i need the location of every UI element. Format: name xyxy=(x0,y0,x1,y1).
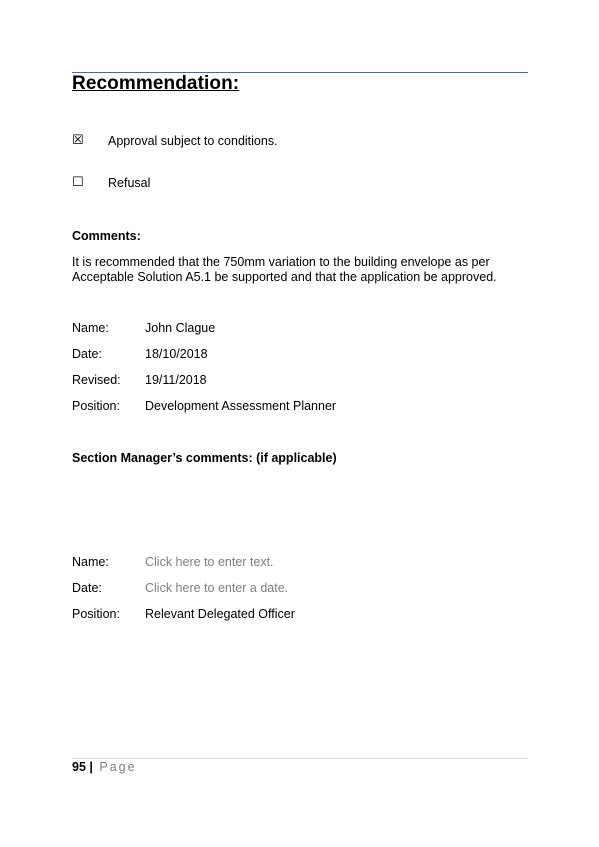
comments-body xyxy=(72,255,512,284)
officer-date-value: 18/10/2018 xyxy=(145,347,208,361)
manager-position-label: Position: xyxy=(72,607,120,621)
officer-revised-value: 19/11/2018 xyxy=(145,373,207,387)
officer-name-value: John Clague xyxy=(145,321,216,335)
page-number: 95 xyxy=(72,760,86,774)
option-refusal-label: Refusal xyxy=(108,176,151,190)
manager-name-label: Name: xyxy=(72,555,109,569)
footer-rule xyxy=(72,758,528,759)
officer-date-label: Date: xyxy=(72,347,102,361)
footer-separator: | xyxy=(89,760,93,774)
manager-date-field[interactable]: Click here to enter a date. xyxy=(145,581,289,595)
manager-date-label: Date: xyxy=(72,581,102,595)
page-footer xyxy=(72,760,137,774)
checked-box-icon[interactable]: ☒ xyxy=(72,133,84,148)
recommendation-heading: Recommendation: xyxy=(72,73,240,94)
comments-line-1: It is recommended that the 750mm variation to the building envelope as per xyxy=(72,255,490,269)
officer-position-label: Position: xyxy=(72,399,120,413)
comments-heading: Comments: xyxy=(72,229,141,243)
officer-revised-label: Revised: xyxy=(72,373,121,387)
unchecked-box-icon[interactable]: ☐ xyxy=(72,175,84,190)
officer-position-value: Development Assessment Planner xyxy=(145,399,337,413)
page-word: Page xyxy=(99,760,137,774)
option-approval-label: Approval subject to conditions. xyxy=(108,134,278,148)
manager-position-value: Relevant Delegated Officer xyxy=(145,607,295,621)
manager-name-field[interactable]: Click here to enter text. xyxy=(145,555,274,569)
section-manager-heading: Section Manager’s comments: (if applicable) xyxy=(72,451,337,465)
officer-name-label: Name: xyxy=(72,321,109,335)
comments-line-2: Acceptable Solution A5.1 be supported and that the application be approved. xyxy=(72,269,497,284)
